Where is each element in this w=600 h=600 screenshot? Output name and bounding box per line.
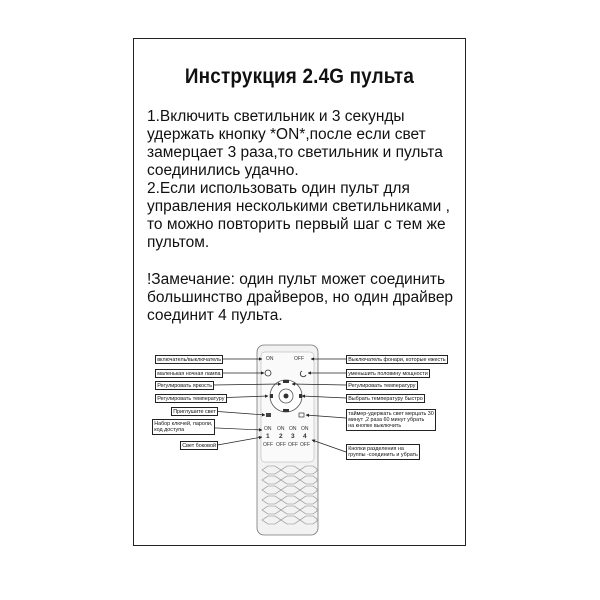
zone3-on: ON xyxy=(289,426,297,432)
zone4-on: ON xyxy=(301,426,309,432)
zone3-off: OFF xyxy=(288,442,298,448)
callout-adjust-temperature: Регулировать температуру xyxy=(346,381,418,390)
remote-off-label: OFF xyxy=(294,356,304,362)
zone1-off: OFF xyxy=(263,442,273,448)
callout-lamp-switch: Выключатель фонари, которые ежесть xyxy=(346,355,448,364)
remote-control-illustration xyxy=(257,345,318,535)
callout-on-off-switch: включатель/выключатель xyxy=(155,355,223,364)
note-text: !Замечание: один пульт может соединить большинство драйверов, но один драйвер соединит 4 пульта. xyxy=(147,271,454,324)
callout-night-lamp: маленькая ночная лампа xyxy=(155,369,223,378)
callout-timer: таймер-удержать свет мерцать 30 минут ,2 раза 60 минут убрать на кнопке выключить xyxy=(346,409,436,431)
remote-on-label: ON xyxy=(266,356,274,362)
callout-group-buttons: Кнопки разделения на группы -соединить и убрать xyxy=(346,444,420,460)
callout-temperature: Регулировать температуру xyxy=(155,394,227,403)
zone-number-4: 4 xyxy=(303,433,307,440)
callout-quick-temperature: Выбрать температуру быстро xyxy=(346,394,425,403)
zone-number-3: 3 xyxy=(291,433,295,440)
zone2-off: OFF xyxy=(276,442,286,448)
zone1-on: ON xyxy=(264,426,272,432)
zone-number-2: 2 xyxy=(279,433,283,440)
callout-password-set: Набор ключей, пароли, код доступа xyxy=(152,419,215,435)
page-title: Инструкция 2.4G пульта xyxy=(184,65,415,88)
zone-number-1: 1 xyxy=(266,433,270,440)
zone2-on: ON xyxy=(277,426,285,432)
zone4-off: OFF xyxy=(300,442,310,448)
instructions-text: 1.Включить светильник и 3 секунды удержать кнопку *ON*,после если свет замерцает 3 раза,то светильник и пульта соединились удачно. 2.Если использовать один пульт для управления несколькими светильниками , то можно повторить первый шаг с тем же пультом. xyxy=(147,108,450,251)
callout-side-light: Свет боковой xyxy=(180,441,218,450)
callout-half-power: уменьшить половину мощности xyxy=(346,369,430,378)
callout-dim-light: Приглушите свет xyxy=(171,407,218,416)
callout-brightness: Регулировать яркость xyxy=(155,381,214,390)
